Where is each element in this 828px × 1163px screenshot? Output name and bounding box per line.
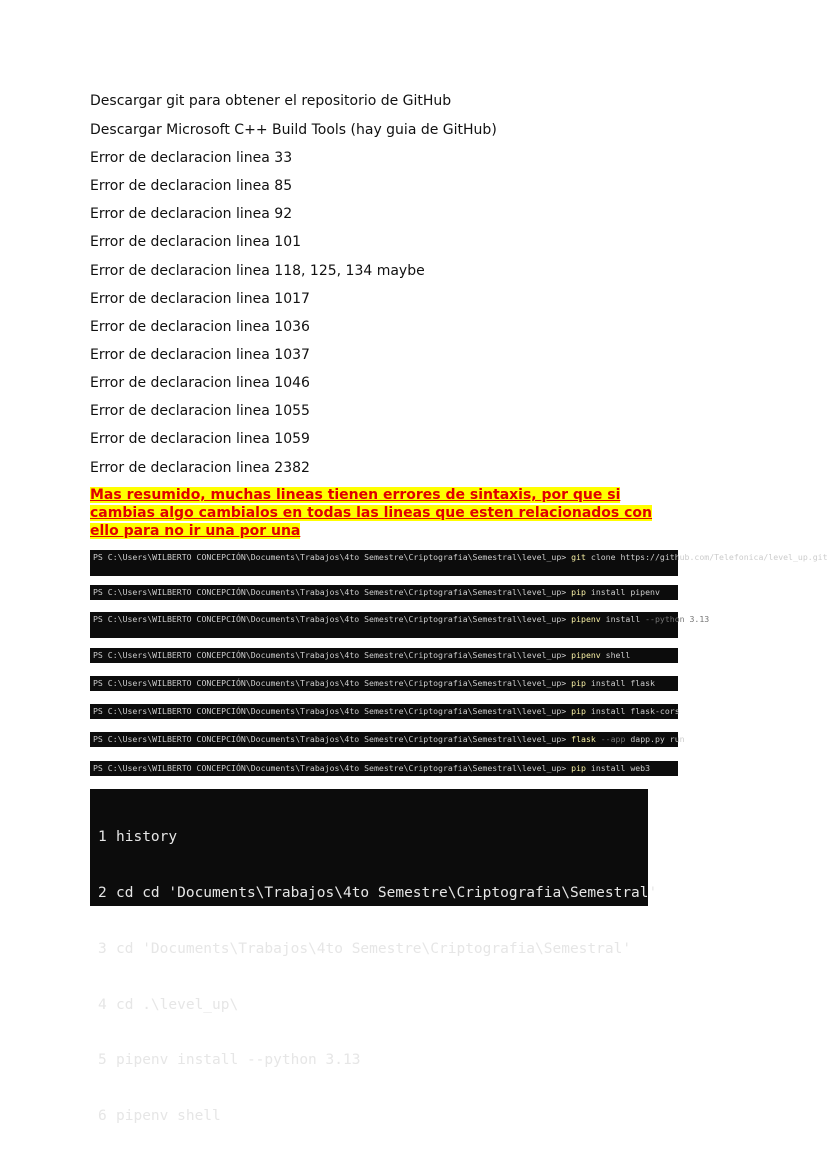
terminal-command: pip <box>571 678 586 688</box>
terminal-command: pipenv <box>571 650 601 660</box>
history-row <box>98 884 658 903</box>
terminal-command: pipenv <box>571 614 601 624</box>
text-line: Descargar git para obtener el repositorio de GitHub <box>90 93 452 109</box>
terminal-args: clone https://github.com/Telefonica/level_up.git <box>590 552 828 562</box>
terminal-prompt: PS C:\Users\WILBERTO CONCEPCIÓN\Documents\Trabajos\4to Semestre\Criptografia\Semestral\level_up> <box>93 678 567 688</box>
terminal-screenshot <box>90 704 678 719</box>
history-row-text: cd cd 'Documents\Trabajos\4to Semestre\Criptografia\Semestral' <box>116 884 658 901</box>
terminal-args: install web3 <box>590 763 651 773</box>
highlighted-note-text: Mas resumido, muchas lineas tienen errores de sintaxis, por que si cambias algo cambialos en todas las lineas que esten relacionados con ello para no ir una por una <box>90 487 653 539</box>
terminal-screenshot <box>90 612 710 638</box>
terminal-args: install <box>605 614 641 624</box>
terminal-screenshot <box>90 550 828 576</box>
text-line: Error de declaracion linea 118, 125, 134 maybe <box>90 263 425 279</box>
text-line: Error de declaracion linea 85 <box>90 178 293 194</box>
terminal-flag: --python 3.13 <box>645 614 710 624</box>
terminal-command: pip <box>571 706 586 716</box>
highlighted-note <box>90 486 682 540</box>
history-row <box>98 1051 648 1070</box>
terminal-prompt: PS C:\Users\WILBERTO CONCEPCIÓN\Documents\Trabajos\4to Semestre\Criptografia\Semestral\level_up> <box>93 763 567 773</box>
history-row-text: cd 'Documents\Trabajos\4to Semestre\Criptografia\Semestral' <box>116 940 632 957</box>
terminal-prompt: PS C:\Users\WILBERTO CONCEPCIÓN\Documents\Trabajos\4to Semestre\Criptografia\Semestral\level_up> <box>93 587 567 597</box>
history-row-number: 2 <box>98 884 107 901</box>
terminal-args: install pipenv <box>590 587 660 597</box>
history-row-number: 5 <box>98 1052 107 1069</box>
history-row <box>98 940 648 959</box>
history-row <box>98 1107 648 1126</box>
history-row-number: 6 <box>98 1108 107 1125</box>
text-line: Error de declaracion linea 1046 <box>90 375 310 391</box>
history-terminal-screenshot <box>90 789 658 1125</box>
terminal-command: git <box>571 552 586 562</box>
text-line: Error de declaracion linea 2382 <box>90 460 310 476</box>
terminal-command: flask <box>571 734 596 744</box>
text-line: Error de declaracion linea 1036 <box>90 319 310 335</box>
text-line: Error de declaracion linea 1037 <box>90 347 310 363</box>
text-line: Descargar Microsoft C++ Build Tools (hay guia de GitHub) <box>90 122 497 138</box>
text-line: Error de declaracion linea 33 <box>90 150 293 166</box>
terminal-args: dapp.py run <box>630 734 685 744</box>
terminal-args: install flask-cors <box>590 706 680 716</box>
terminal-flag: --app <box>600 734 626 744</box>
history-row <box>98 828 648 847</box>
history-row <box>98 996 648 1015</box>
history-row-text: cd .\level_up\ <box>116 996 239 1013</box>
terminal-prompt: PS C:\Users\WILBERTO CONCEPCIÓN\Documents\Trabajos\4to Semestre\Criptografia\Semestral\level_up> <box>93 552 567 562</box>
terminal-prompt: PS C:\Users\WILBERTO CONCEPCIÓN\Documents\Trabajos\4to Semestre\Criptografia\Semestral\level_up> <box>93 734 567 744</box>
text-line: Error de declaracion linea 101 <box>90 234 302 250</box>
history-row-text: pipenv install --python 3.13 <box>116 1052 361 1069</box>
history-row-text: history <box>116 829 178 846</box>
terminal-screenshot <box>90 585 678 600</box>
history-row-number: 4 <box>98 996 107 1013</box>
text-line: Error de declaracion linea 1055 <box>90 403 310 419</box>
text-line: Error de declaracion linea 1059 <box>90 431 310 447</box>
terminal-screenshot <box>90 648 678 663</box>
terminal-args: install flask <box>590 678 655 688</box>
text-line: Error de declaracion linea 1017 <box>90 291 310 307</box>
terminal-args: shell <box>605 650 631 660</box>
terminal-command: pip <box>571 763 586 773</box>
terminal-prompt: PS C:\Users\WILBERTO CONCEPCIÓN\Documents\Trabajos\4to Semestre\Criptografia\Semestral\level_up> <box>93 706 567 716</box>
text-line: Error de declaracion linea 92 <box>90 206 293 222</box>
terminal-screenshot <box>90 732 685 747</box>
history-row-number: 3 <box>98 940 107 957</box>
terminal-prompt: PS C:\Users\WILBERTO CONCEPCIÓN\Documents\Trabajos\4to Semestre\Criptografia\Semestral\level_up> <box>93 614 567 624</box>
terminal-screenshot <box>90 761 678 776</box>
terminal-screenshot <box>90 676 678 691</box>
history-row-number: 1 <box>98 829 107 846</box>
terminal-prompt: PS C:\Users\WILBERTO CONCEPCIÓN\Documents\Trabajos\4to Semestre\Criptografia\Semestral\level_up> <box>93 650 567 660</box>
history-row-text: pipenv shell <box>116 1108 221 1125</box>
terminal-command: pip <box>571 587 586 597</box>
